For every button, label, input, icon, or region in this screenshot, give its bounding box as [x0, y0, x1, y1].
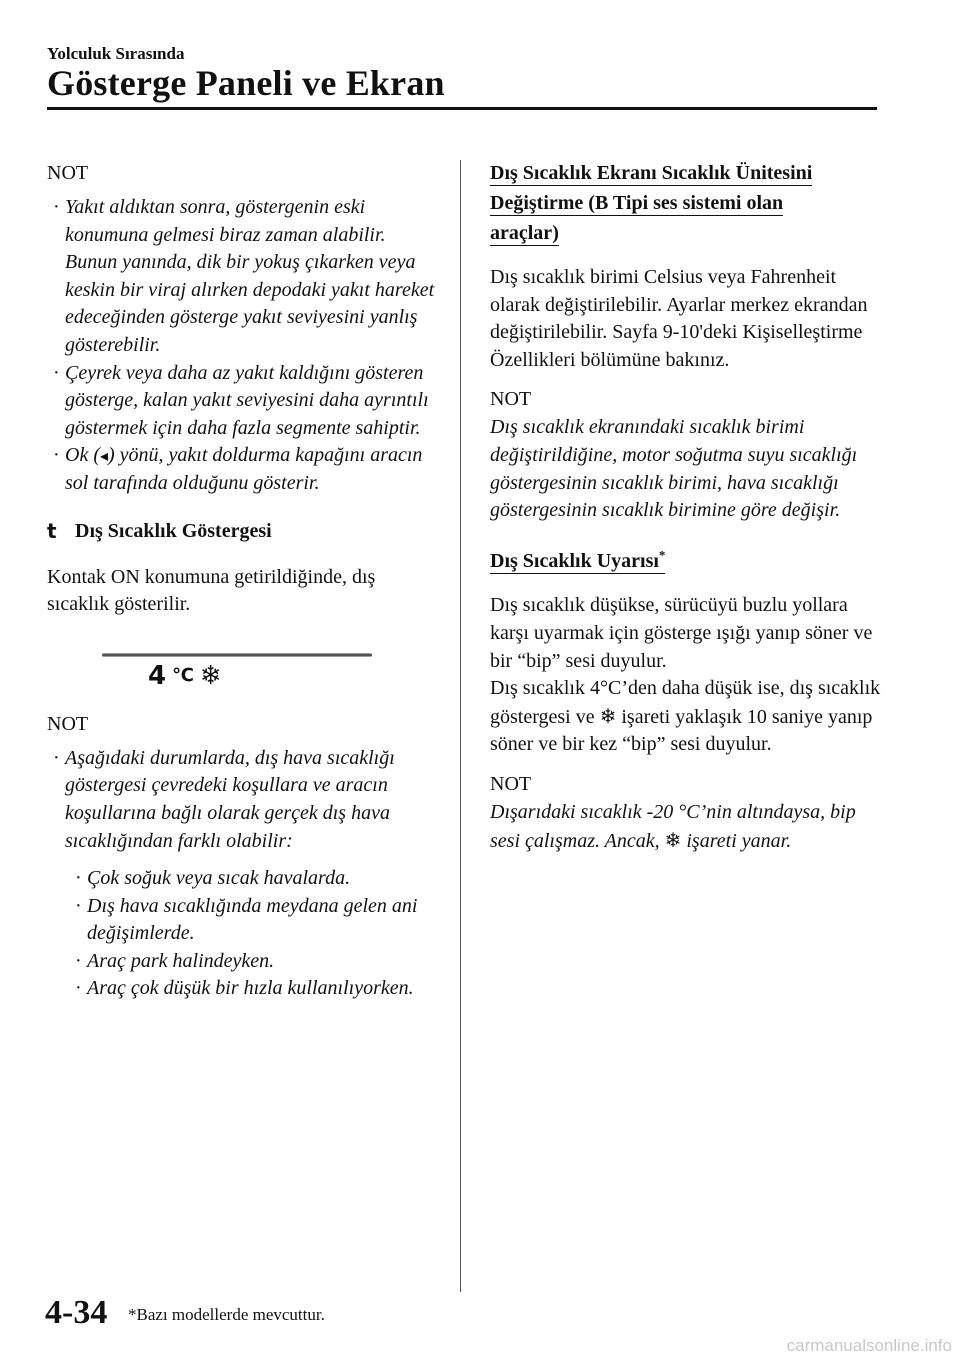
fuel-door-arrow-icon: ◂: [99, 446, 109, 466]
header-rule: [47, 107, 877, 110]
note-bullet: · Yakıt aldıktan sonra, göstergenin eski konumuna gelmesi biraz zaman alabilir. Bunun yanında, dik bir yokuş çıkarken veya keskin bir viraj alırken depodaki yakıt hareket edeceğinden gösterge yakıt seviyesini yanlış gösterebilir.: [53, 196, 435, 356]
note-bullet: · Aşağıdaki durumlarda, dış hava sıcaklığı göstergesi çevredeki koşullara ve aracın koşullarına bağlı olarak gerçek dış hava sıcaklığından farklı olabilir:: [53, 746, 395, 852]
section-marker: t: [47, 518, 57, 543]
temp-value: 4: [148, 660, 167, 691]
snowflake-icon: ❄: [664, 827, 682, 852]
note-bullet: · Çeyrek veya daha az yakıt kaldığını gösteren gösterge, kalan yakıt seviyesini daha ayrıntılı göstermek için daha fazla segmente sahiptir.: [53, 361, 429, 439]
bullet-dot: ·: [53, 444, 60, 467]
outside-temp-display: [102, 653, 402, 705]
paragraph: Dış sıcaklık 4°C’den daha düşük ise, dış sıcaklık göstergesi ve ❄ işareti yaklaşık 10 saniye yanıp söner ve bir kez “bip” sesi duyulur.: [490, 677, 881, 756]
note-bullet: · Ok (◂) yönü, yakıt doldurma kapağını aracın sol tarafında olduğunu gösterir.: [53, 444, 423, 494]
note-label: NOT: [490, 772, 532, 795]
page-number: 4-34: [45, 1294, 108, 1331]
section-paragraph: Kontak ON konumuna getirildiğinde, dış sıcaklık gösterilir.: [47, 565, 376, 616]
page-kicker: Yolculuk Sırasında: [47, 44, 185, 63]
sub-heading: Dış Sıcaklık Uyarısı*: [490, 547, 666, 573]
bullet-dot: ·: [75, 977, 82, 1000]
note-text: Dış sıcaklık ekranındaki sıcaklık birimi değiştirildiğine, motor soğutma suyu sıcaklığı göstergesinin sıcaklık birimi, hava sıcaklığı göstergesinin sıcaklık birimine göre değişir.: [490, 416, 858, 522]
sub-bullet: · Araç park halindeyken.: [69, 948, 442, 976]
left-column: [47, 158, 442, 1003]
footnote: *Bazı modellerde mevcuttur.: [128, 1305, 325, 1324]
sub-heading: Dış Sıcaklık Ekranı Sıcaklık Ünitesini Değiştirme (B Tipi ses sistemi olan araçlar): [490, 162, 813, 244]
display-bar: [102, 653, 372, 657]
bullet-dot: ·: [75, 949, 82, 972]
sub-bullet: · Araç çok düşük bir hızla kullanılıyorken.: [69, 975, 442, 1003]
bullet-dot: ·: [53, 746, 60, 769]
section-heading: t Dış Sıcaklık Göstergesi: [47, 516, 442, 546]
sub-bullet: · Dış hava sıcaklığında meydana gelen ani değişimlerde.: [75, 894, 418, 945]
note-label: NOT: [47, 712, 89, 735]
note-bullets: [47, 745, 442, 855]
note-label: NOT: [490, 388, 532, 411]
bullet-dot: ·: [75, 867, 82, 890]
sub-bullet: · Çok soğuk veya sıcak havalarda.: [69, 865, 442, 893]
snowflake-icon: ❄: [199, 660, 222, 691]
bullet-dot: ·: [75, 894, 82, 917]
celsius-unit-icon: ℃: [172, 665, 194, 687]
watermark: carmanualsonline.info: [786, 1336, 952, 1355]
paragraph: Dış sıcaklık düşükse, sürücüyü buzlu yollara karşı uyarmak için gösterge ışığı yanıp söner ve bir “bip” sesi duyulur.: [490, 594, 873, 672]
note-text: Dışarıdaki sıcaklık -20 °C’nin altındaysa, bip sesi çalışmaz. Ancak, ❄ işareti yanar.: [490, 800, 856, 852]
page-title: Gösterge Paneli ve Ekran: [47, 63, 445, 103]
note-label: NOT: [47, 162, 89, 184]
note-bullets: [47, 194, 442, 498]
right-column: [490, 158, 890, 855]
bullet-dot: ·: [53, 196, 60, 218]
sub-bullets: [69, 865, 442, 1003]
snowflake-icon: ❄: [599, 703, 617, 728]
paragraph: Dış sıcaklık birimi Celsius veya Fahrenheit olarak değiştirilebilir. Ayarlar merkez ekrandan değiştirilebilir. Sayfa 9-10'deki Kişiselleştirme Özellikleri bölümüne bakınız.: [490, 266, 868, 371]
column-divider: [460, 160, 461, 1292]
display-reading: [148, 661, 222, 691]
bullet-dot: ·: [53, 361, 60, 384]
